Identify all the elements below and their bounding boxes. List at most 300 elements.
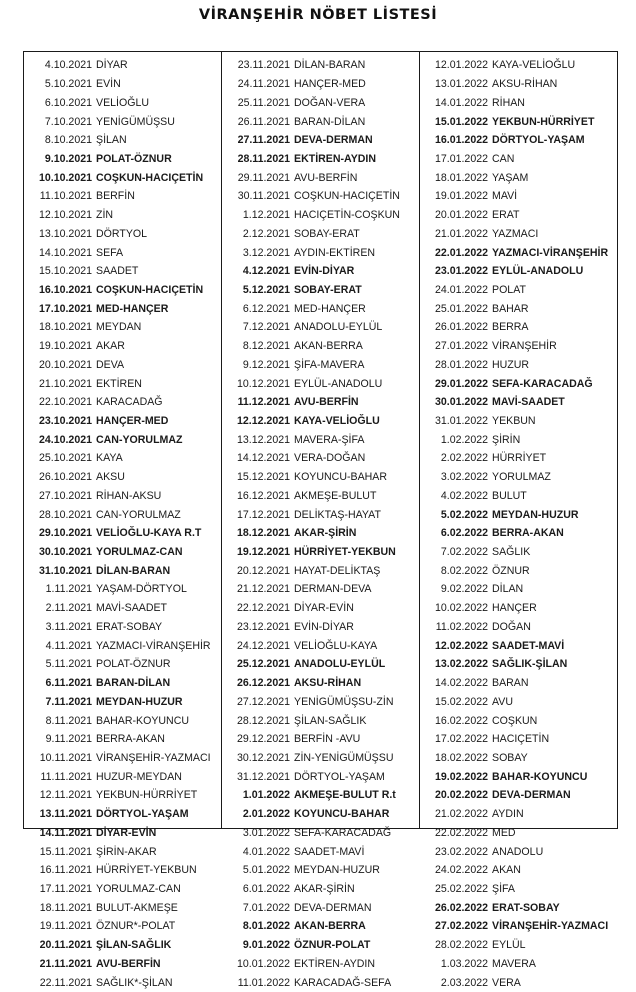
- duty-date: 29.10.2021: [38, 527, 92, 540]
- pharmacy-names: YENİGÜMÜŞSU-ZİN: [294, 695, 394, 708]
- pharmacy-names: EKTİREN-AYDIN: [294, 152, 377, 165]
- schedule-row: [24, 842, 221, 861]
- schedule-row: [222, 56, 419, 75]
- pharmacy-names: SAADET-MAVİ: [492, 639, 565, 652]
- schedule-row: [222, 93, 419, 112]
- schedule-row: [24, 112, 221, 131]
- schedule-row: [24, 655, 221, 674]
- schedule-row: [420, 337, 617, 356]
- duty-date: 22.12.2021: [236, 602, 290, 615]
- schedule-row: [222, 524, 419, 543]
- schedule-row: [24, 898, 221, 917]
- schedule-row: [420, 936, 617, 955]
- pharmacy-names: RİHAN-AKSU: [96, 489, 162, 502]
- duty-date: 2.11.2021: [45, 602, 92, 615]
- duty-date: 29.12.2021: [236, 733, 290, 746]
- schedule-row: [420, 599, 617, 618]
- duty-date: 30.12.2021: [236, 751, 290, 764]
- pharmacy-names: VİRANŞEHİR-YAZMACI: [492, 920, 609, 933]
- duty-date: 27.10.2021: [38, 489, 92, 502]
- schedule-row: [222, 224, 419, 243]
- pharmacy-names: ŞİFA: [492, 882, 515, 895]
- schedule-row: [420, 580, 617, 599]
- pharmacy-names: BULUT-AKMEŞE: [96, 901, 178, 914]
- duty-date: 10.12.2021: [236, 377, 290, 390]
- duty-date: 8.01.2022: [242, 920, 290, 933]
- pharmacy-names: CAN: [492, 152, 515, 165]
- pharmacy-names: COŞKUN-HACIÇETİN: [96, 283, 204, 296]
- duty-date: 24.02.2022: [434, 864, 488, 877]
- pharmacy-names: KAYA-VELİOĞLU: [492, 59, 576, 72]
- schedule-row: [420, 636, 617, 655]
- schedule-row: [222, 468, 419, 487]
- pharmacy-names: VERA-DOĞAN: [294, 452, 366, 465]
- duty-date: 26.11.2021: [237, 115, 290, 128]
- duty-date: 24.10.2021: [38, 433, 92, 446]
- pharmacy-names: MEYDAN-HUZUR: [294, 864, 380, 877]
- duty-date: 9.02.2022: [440, 583, 488, 596]
- duty-date: 15.11.2021: [39, 845, 92, 858]
- pharmacy-names: AKAR-ŞİRİN: [294, 882, 355, 895]
- schedule-row: [24, 543, 221, 562]
- duty-date: 22.01.2022: [434, 246, 488, 259]
- schedule-row: [24, 823, 221, 842]
- pharmacy-names: BERFİN: [96, 190, 135, 203]
- schedule-row: [222, 112, 419, 131]
- pharmacy-names: YEKBUN-HÜRRİYET: [492, 115, 595, 128]
- pharmacy-names: ERAT-SOBAY: [492, 901, 560, 914]
- pharmacy-names: EKTİREN: [96, 377, 142, 390]
- schedule-row: [24, 93, 221, 112]
- schedule-row: [222, 356, 419, 375]
- schedule-row: [222, 936, 419, 955]
- pharmacy-names: BAHAR: [492, 302, 529, 315]
- pharmacy-names: VERA: [492, 976, 521, 989]
- schedule-row: [24, 674, 221, 693]
- pharmacy-names: MED: [492, 826, 516, 839]
- pharmacy-names: BAHAR-KOYUNCU: [492, 770, 588, 783]
- pharmacy-names: COŞKUN-HACIÇETİN: [96, 171, 204, 184]
- schedule-row: [420, 823, 617, 842]
- duty-date: 5.12.2021: [242, 283, 290, 296]
- duty-date: 23.11.2021: [237, 59, 290, 72]
- duty-date: 3.11.2021: [45, 620, 92, 633]
- duty-date: 14.01.2022: [434, 96, 488, 109]
- schedule-row: [420, 730, 617, 749]
- schedule-row: [420, 412, 617, 431]
- pharmacy-names: AVU-BERFİN: [96, 957, 161, 970]
- schedule-row: [222, 955, 419, 974]
- schedule-row: [24, 805, 221, 824]
- schedule-row: [420, 318, 617, 337]
- duty-date: 18.11.2021: [39, 901, 92, 914]
- pharmacy-names: HANÇER-MED: [294, 78, 366, 91]
- schedule-row: [420, 561, 617, 580]
- schedule-row: [222, 674, 419, 693]
- pharmacy-names: HAYAT-DELİKTAŞ: [294, 564, 381, 577]
- duty-date: 7.12.2021: [242, 321, 290, 334]
- duty-date: 1.11.2021: [45, 583, 92, 596]
- duty-date: 9.11.2021: [45, 733, 92, 746]
- pharmacy-names: YEKBUN-HÜRRİYET: [96, 789, 198, 802]
- duty-date: 3.01.2022: [242, 826, 290, 839]
- duty-date: 7.01.2022: [242, 901, 290, 914]
- pharmacy-names: HACIÇETİN-COŞKUN: [294, 209, 400, 222]
- pharmacy-names: MAVİ: [492, 190, 518, 203]
- schedule-row: [24, 206, 221, 225]
- pharmacy-names: AKAN-BERRA: [294, 920, 366, 933]
- schedule-row: [420, 150, 617, 169]
- pharmacy-names: DÖRTYOL: [96, 227, 148, 240]
- duty-date: 12.12.2021: [236, 415, 290, 428]
- duty-date: 19.12.2021: [236, 546, 290, 559]
- pharmacy-names: AKSU-RİHAN: [492, 78, 558, 91]
- pharmacy-names: ANADOLU-EYLÜL: [294, 658, 386, 671]
- pharmacy-names: DELİKTAŞ-HAYAT: [294, 508, 381, 521]
- pharmacy-names: MED-HANÇER: [294, 302, 366, 315]
- duty-date: 13.11.2021: [39, 808, 92, 821]
- duty-date: 1.02.2022: [440, 433, 488, 446]
- schedule-row: [24, 224, 221, 243]
- schedule-row: [24, 337, 221, 356]
- duty-date: 17.10.2021: [38, 302, 92, 315]
- schedule-row: [222, 487, 419, 506]
- duty-date: 31.12.2021: [236, 770, 290, 783]
- schedule-row: [420, 618, 617, 637]
- schedule-row: [222, 505, 419, 524]
- pharmacy-names: RİHAN: [492, 96, 525, 109]
- pharmacy-names: YEKBUN: [492, 415, 536, 428]
- duty-date: 29.11.2021: [237, 171, 290, 184]
- duty-date: 7.10.2021: [44, 115, 92, 128]
- duty-date: 6.11.2021: [45, 677, 92, 690]
- schedule-row: [222, 561, 419, 580]
- pharmacy-names: VİRANŞEHİR: [492, 340, 557, 353]
- pharmacy-names: DÖRTYOL-YAŞAM: [294, 770, 385, 783]
- pharmacy-names: BERRA: [492, 321, 529, 334]
- pharmacy-names: AVU-BERFİN: [294, 396, 359, 409]
- schedule-row: [24, 468, 221, 487]
- schedule-row: [420, 356, 617, 375]
- schedule-row: [24, 524, 221, 543]
- pharmacy-names: AKMEŞE-BULUT: [294, 489, 377, 502]
- pharmacy-names: HUZUR-MEYDAN: [96, 770, 182, 783]
- schedule-row: [222, 168, 419, 187]
- duty-date: 4.11.2021: [45, 639, 92, 652]
- duty-date: 14.02.2022: [434, 677, 488, 690]
- schedule-row: [24, 374, 221, 393]
- pharmacy-names: KOYUNCU-BAHAR: [294, 808, 390, 821]
- schedule-row: [420, 393, 617, 412]
- duty-date: 11.02.2022: [435, 620, 488, 633]
- schedule-row: [420, 692, 617, 711]
- schedule-row: [420, 281, 617, 300]
- duty-date: 20.11.2021: [39, 939, 92, 952]
- schedule-row: [222, 543, 419, 562]
- schedule-row: [420, 93, 617, 112]
- duty-date: 25.12.2021: [236, 658, 290, 671]
- schedule-row: [420, 505, 617, 524]
- schedule-row: [420, 468, 617, 487]
- duty-date: 13.01.2022: [434, 78, 488, 91]
- duty-date: 17.02.2022: [434, 733, 488, 746]
- schedule-row: [420, 767, 617, 786]
- pharmacy-names: ŞİLAN: [96, 134, 127, 147]
- pharmacy-names: HANÇER: [492, 602, 537, 615]
- schedule-row: [24, 75, 221, 94]
- duty-date: 9.01.2022: [242, 939, 290, 952]
- schedule-row: [222, 281, 419, 300]
- pharmacy-names: ZİN-YENİGÜMÜŞSU: [294, 751, 394, 764]
- pharmacy-names: KAYA-VELİOĞLU: [294, 415, 380, 428]
- schedule-row: [222, 337, 419, 356]
- schedule-column-1: [24, 52, 221, 989]
- pharmacy-names: HACIÇETİN: [492, 733, 550, 746]
- duty-date: 8.10.2021: [44, 134, 92, 147]
- schedule-row: [420, 206, 617, 225]
- pharmacy-names: MED-HANÇER: [96, 302, 169, 315]
- duty-date: 9.10.2021: [44, 152, 92, 165]
- pharmacy-names: BERRA-AKAN: [492, 527, 564, 540]
- duty-date: 11.12.2021: [237, 396, 290, 409]
- duty-date: 29.01.2022: [434, 377, 488, 390]
- duty-date: 24.12.2021: [236, 639, 290, 652]
- duty-date: 28.11.2021: [237, 152, 290, 165]
- pharmacy-names: MEYDAN-HUZUR: [492, 508, 579, 521]
- duty-date: 4.02.2022: [440, 489, 488, 502]
- pharmacy-names: AKAR: [96, 340, 125, 353]
- pharmacy-names: HÜRRİYET-YEKBUN: [96, 864, 197, 877]
- pharmacy-names: AKSU: [96, 471, 125, 484]
- pharmacy-names: BERFİN -AVU: [294, 733, 361, 746]
- duty-date: 6.01.2022: [242, 882, 290, 895]
- duty-date: 10.10.2021: [38, 171, 92, 184]
- duty-date: 4.12.2021: [242, 265, 290, 278]
- pharmacy-names: DİLAN-BARAN: [294, 59, 366, 72]
- schedule-row: [420, 955, 617, 974]
- pharmacy-names: HÜRRİYET: [492, 452, 547, 465]
- schedule-row: [24, 356, 221, 375]
- schedule-row: [222, 131, 419, 150]
- pharmacy-names: SEFA-KARACADAĞ: [492, 377, 593, 390]
- pharmacy-names: ÖZNUR*-POLAT: [96, 920, 176, 933]
- duty-date: 23.02.2022: [434, 845, 488, 858]
- schedule-row: [24, 636, 221, 655]
- schedule-row: [24, 187, 221, 206]
- schedule-row: [222, 767, 419, 786]
- schedule-row: [420, 243, 617, 262]
- duty-date: 26.01.2022: [434, 321, 488, 334]
- pharmacy-names: AKAN: [492, 864, 521, 877]
- schedule-row: [222, 243, 419, 262]
- pharmacy-names: BARAN: [492, 677, 529, 690]
- duty-date: 23.12.2021: [236, 620, 290, 633]
- schedule-row: [420, 112, 617, 131]
- duty-date: 25.02.2022: [434, 882, 488, 895]
- duty-date: 12.02.2022: [434, 639, 488, 652]
- pharmacy-names: COŞKUN: [492, 714, 538, 727]
- pharmacy-names: DEVA-DERMAN: [492, 789, 571, 802]
- duty-date: 26.10.2021: [38, 471, 92, 484]
- duty-date: 26.12.2021: [236, 677, 290, 690]
- duty-schedule-table: [23, 51, 618, 989]
- duty-date: 28.10.2021: [38, 508, 92, 521]
- duty-date: 30.11.2021: [237, 190, 290, 203]
- schedule-row: [24, 880, 221, 899]
- pharmacy-names: MAVİ-SAADET: [96, 602, 168, 615]
- duty-date: 16.10.2021: [38, 283, 92, 296]
- duty-date: 10.11.2021: [39, 751, 92, 764]
- pharmacy-names: DEVA: [96, 358, 125, 371]
- schedule-row: [24, 730, 221, 749]
- schedule-row: [222, 636, 419, 655]
- schedule-row: [420, 374, 617, 393]
- pharmacy-names: AVU-BERFİN: [294, 171, 358, 184]
- schedule-row: [222, 711, 419, 730]
- duty-date: 13.02.2022: [434, 658, 488, 671]
- schedule-row: [24, 599, 221, 618]
- schedule-row: [24, 243, 221, 262]
- duty-date: 11.11.2021: [40, 770, 92, 783]
- duty-date: 8.12.2021: [242, 340, 290, 353]
- schedule-row: [24, 131, 221, 150]
- pharmacy-names: DEVA-DERMAN: [294, 134, 373, 147]
- duty-date: 17.11.2021: [39, 882, 92, 895]
- schedule-row: [222, 618, 419, 637]
- pharmacy-names: YAZMACI: [492, 227, 539, 240]
- schedule-row: [222, 898, 419, 917]
- schedule-row: [420, 75, 617, 94]
- schedule-row: [222, 299, 419, 318]
- schedule-row: [420, 917, 617, 936]
- duty-date: 28.02.2022: [434, 939, 488, 952]
- pharmacy-names: POLAT-ÖZNUR: [96, 658, 171, 671]
- pharmacy-names: YORULMAZ: [492, 471, 551, 484]
- duty-date: 31.01.2022: [434, 415, 488, 428]
- pharmacy-names: BARAN-DİLAN: [96, 677, 171, 690]
- duty-date: 5.02.2022: [440, 508, 488, 521]
- schedule-row: [222, 150, 419, 169]
- pharmacy-names: VELİOĞLU: [96, 96, 149, 109]
- schedule-row: [222, 412, 419, 431]
- duty-date: 8.11.2021: [45, 714, 92, 727]
- duty-date: 25.01.2022: [434, 302, 488, 315]
- pharmacy-names: CAN-YORULMAZ: [96, 433, 183, 446]
- pharmacy-names: YORULMAZ-CAN: [96, 546, 183, 559]
- schedule-row: [24, 393, 221, 412]
- schedule-row: [222, 730, 419, 749]
- duty-date: 16.02.2022: [434, 714, 488, 727]
- pharmacy-names: POLAT: [492, 283, 526, 296]
- duty-date: 21.11.2021: [39, 957, 92, 970]
- pharmacy-names: MEYDAN: [96, 321, 142, 334]
- schedule-row: [24, 917, 221, 936]
- duty-date: 18.12.2021: [236, 527, 290, 540]
- pharmacy-names: BARAN-DİLAN: [294, 115, 366, 128]
- duty-date: 13.10.2021: [38, 227, 92, 240]
- schedule-row: [222, 749, 419, 768]
- schedule-row: [222, 430, 419, 449]
- pharmacy-names: KOYUNCU-BAHAR: [294, 471, 388, 484]
- schedule-row: [420, 842, 617, 861]
- pharmacy-names: SAĞLIK: [492, 546, 531, 559]
- schedule-row: [420, 524, 617, 543]
- schedule-row: [420, 898, 617, 917]
- pharmacy-names: HANÇER-MED: [96, 415, 169, 428]
- schedule-row: [24, 861, 221, 880]
- duty-date: 15.01.2022: [434, 115, 488, 128]
- schedule-row: [420, 262, 617, 281]
- pharmacy-names: KARACADAĞ-SEFA: [294, 976, 392, 989]
- pharmacy-names: AYDIN-EKTİREN: [294, 246, 376, 259]
- schedule-row: [24, 936, 221, 955]
- duty-date: 5.11.2021: [45, 658, 92, 671]
- pharmacy-names: BAHAR-KOYUNCU: [96, 714, 190, 727]
- schedule-row: [420, 674, 617, 693]
- pharmacy-names: MEYDAN-HUZUR: [96, 695, 183, 708]
- duty-date: 19.10.2021: [38, 340, 92, 353]
- pharmacy-names: DİLAN: [492, 583, 524, 596]
- pharmacy-names: YAZMACI-VİRANŞEHİR: [96, 639, 211, 652]
- schedule-row: [24, 786, 221, 805]
- schedule-row: [222, 917, 419, 936]
- schedule-row: [222, 393, 419, 412]
- duty-date: 25.11.2021: [237, 96, 290, 109]
- duty-date: 16.11.2021: [39, 864, 92, 877]
- duty-date: 2.01.2022: [242, 808, 290, 821]
- duty-date: 11.10.2021: [39, 190, 92, 203]
- pharmacy-names: KARACADAĞ: [96, 396, 163, 409]
- duty-date: 21.02.2022: [434, 808, 488, 821]
- duty-date: 21.10.2021: [38, 377, 92, 390]
- pharmacy-names: ERAT: [492, 209, 520, 222]
- pharmacy-names: MAVİ-SAADET: [492, 396, 565, 409]
- pharmacy-names: SAĞLIK*-ŞİLAN: [96, 976, 173, 989]
- pharmacy-names: POLAT-ÖZNUR: [96, 152, 172, 165]
- schedule-row: [420, 224, 617, 243]
- pharmacy-names: YORULMAZ-CAN: [96, 882, 181, 895]
- duty-date: 10.01.2022: [236, 957, 290, 970]
- duty-date: 6.02.2022: [440, 527, 488, 540]
- duty-date: 21.12.2021: [236, 583, 290, 596]
- duty-date: 17.12.2021: [236, 508, 290, 521]
- schedule-row: [24, 262, 221, 281]
- duty-date: 22.10.2021: [38, 396, 92, 409]
- schedule-row: [420, 973, 617, 992]
- duty-date: 30.10.2021: [38, 546, 92, 559]
- pharmacy-names: SAĞLIK-ŞİLAN: [492, 658, 568, 671]
- schedule-row: [420, 168, 617, 187]
- pharmacy-names: YAŞAM-DÖRTYOL: [96, 583, 187, 596]
- duty-date: 19.01.2022: [434, 190, 488, 203]
- pharmacy-names: AKMEŞE-BULUT R.t: [294, 789, 396, 802]
- duty-date: 19.02.2022: [434, 770, 488, 783]
- schedule-row: [24, 318, 221, 337]
- duty-date: 2.12.2021: [242, 227, 290, 240]
- schedule-row: [420, 749, 617, 768]
- schedule-column-2: [221, 52, 419, 989]
- duty-date: 24.11.2021: [237, 78, 290, 91]
- pharmacy-names: EVİN: [96, 78, 121, 91]
- pharmacy-names: BERRA-AKAN: [96, 733, 165, 746]
- duty-date: 7.11.2021: [45, 695, 92, 708]
- duty-date: 20.02.2022: [434, 789, 488, 802]
- schedule-column-3: [419, 52, 617, 989]
- duty-date: 5.10.2021: [44, 78, 92, 91]
- pharmacy-names: YAZMACI-VİRANŞEHİR: [492, 246, 609, 259]
- duty-date: 22.02.2022: [434, 826, 488, 839]
- duty-date: 23.01.2022: [434, 265, 488, 278]
